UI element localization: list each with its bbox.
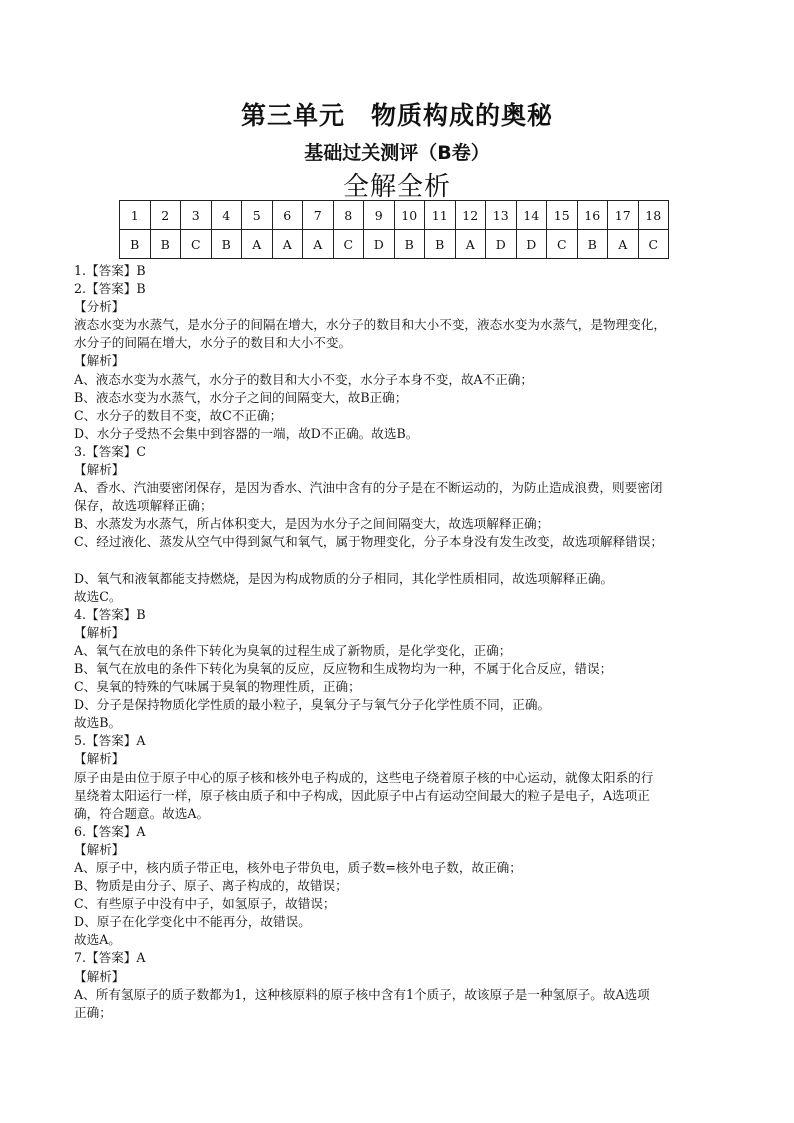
text-line: C、经过液化、蒸发从空气中得到氮气和氧气，属于物理变化，分子本身没有发生改变，故选项解释错误；	[74, 534, 663, 550]
answer-cell: C	[181, 230, 212, 259]
question-number-cell: 13	[486, 201, 517, 230]
question-number-cell: 4	[211, 201, 242, 230]
text-line: D、原子在化学变化中不能再分，故错误。	[74, 914, 311, 930]
text-line: C、水分子的数目不变，故C不正确；	[74, 407, 283, 423]
text-line: 【解析】	[74, 624, 125, 640]
answer-cell: B	[150, 230, 181, 259]
text-line: 故选B。	[74, 715, 122, 731]
text-line	[74, 552, 726, 570]
question-number-cell: 10	[394, 201, 425, 230]
text-line: C、臭氧的特殊的气味属于臭氧的物理性质，正确；	[74, 679, 361, 695]
text-line: 液态水变为水蒸气，是水分子的间隔在增大，水分子的数目和大小不变，液态水变为水蒸气，是物理变化，	[74, 317, 666, 333]
text-line: A、液态水变为水蒸气，水分子的数目和大小不变，水分子本身不变，故A不正确；	[74, 371, 533, 387]
text-line: D、水分子受热不会集中到容器的一端，故D不正确。故选B。	[74, 425, 419, 441]
answer-cell: C	[638, 230, 669, 259]
answer-table-answer-row	[120, 230, 669, 259]
text-line: 4.【答案】B	[74, 606, 146, 622]
text-line: 【解析】	[74, 462, 125, 478]
question-number-cell: 5	[242, 201, 273, 230]
text-line: A、原子中，核内质子带正电，核外电子带负电，质子数=核外电子数，故正确；	[74, 860, 522, 875]
text-line: B、液态水变为水蒸气，水分子之间的间隔变大，故B正确；	[74, 389, 408, 405]
answer-cell: D	[486, 230, 517, 259]
question-number-cell: 12	[455, 201, 486, 230]
answer-explanations	[74, 262, 726, 1022]
text-line: A、香水、汽油要密闭保存，是因为香水、汽油中含有的分子是在不断运动的，为防止造成浪费，则要密闭	[74, 480, 663, 496]
text-line: 3.【答案】C	[74, 443, 147, 459]
text-line: B、氧气在放电的条件下转化为臭氧的反应，反应物和生成物均为一种，不属于化合反应，错误；	[74, 660, 613, 676]
text-line: 水分子的间隔在增大，水分子的数目和大小不变。	[74, 335, 352, 351]
text-line: 【解析】	[74, 968, 125, 984]
answer-cell: D	[364, 230, 395, 259]
answer-cell: A	[608, 230, 639, 259]
text-line: 确，符合题意。故选A。	[74, 805, 210, 821]
text-line: 星绕着太阳运行一样，原子核由质子和中子构成，因此原子中占有运动空间最大的粒子是电子，A选项正	[74, 787, 650, 803]
answer-cell: A	[242, 230, 273, 259]
question-number-cell: 7	[303, 201, 334, 230]
question-number-cell: 9	[364, 201, 395, 230]
answer-cell: B	[394, 230, 425, 259]
text-line: 【解析】	[74, 841, 125, 857]
text-line: 【解析】	[74, 353, 125, 369]
text-line: 【解析】	[74, 751, 125, 767]
answer-table	[119, 200, 669, 259]
text-line: B、水蒸发为水蒸气，所占体积变大，是因为水分子之间间隔变大，故选项解释正确；	[74, 516, 550, 532]
question-number-cell: 1	[120, 201, 151, 230]
text-line: 保存，故选项解释正确；	[74, 498, 213, 514]
answer-cell: A	[272, 230, 303, 259]
question-number-cell: 17	[608, 201, 639, 230]
text-line: C、有些原子中没有中子，如氢原子，故错误；	[74, 896, 336, 912]
question-number-cell: 3	[181, 201, 212, 230]
answer-cell: B	[211, 230, 242, 259]
answer-cell: C	[547, 230, 578, 259]
document-subtitle-analysis: 全解全析	[342, 172, 451, 202]
question-number-cell: 18	[638, 201, 669, 230]
text-line: 6.【答案】A	[74, 823, 146, 839]
answer-cell: B	[577, 230, 608, 259]
answer-cell: A	[303, 230, 334, 259]
question-number-cell: 15	[547, 201, 578, 230]
text-line: 正确；	[74, 1004, 112, 1020]
text-line: 【分析】	[74, 299, 125, 315]
answer-cell: B	[120, 230, 151, 259]
text-line: 2.【答案】B	[74, 281, 146, 297]
text-line: D、分子是保持物质化学性质的最小粒子，臭氧分子与氧气分子化学性质不同，正确。	[74, 697, 551, 713]
question-number-cell: 14	[516, 201, 547, 230]
text-line: 7.【答案】A	[74, 950, 146, 966]
question-number-cell: 8	[333, 201, 364, 230]
document-title: 第三单元 物质构成的奥秘	[240, 101, 553, 130]
answer-cell: B	[425, 230, 456, 259]
text-line: 故选C。	[74, 588, 122, 604]
answer-table-number-row	[120, 201, 669, 230]
answer-cell: A	[455, 230, 486, 259]
text-line: 原子由是由位于原子中心的原子核和核外电子构成的，这些电子绕着原子核的中心运动，就像太阳系的行	[74, 769, 654, 785]
document-subtitle: 基础过关测评（B卷）	[304, 142, 490, 164]
text-line: A、所有氢原子的质子数都为1，这种核原料的原子核中含有1个质子，故该原子是一种氢原子。故A选项	[74, 986, 650, 1002]
text-line: 1.【答案】B	[74, 263, 146, 278]
text-line: B、物质是由分子、原子、离子构成的，故错误；	[74, 878, 348, 894]
question-number-cell: 2	[150, 201, 181, 230]
text-line: A、氧气在放电的条件下转化为臭氧的过程生成了新物质，是化学变化，正确；	[74, 642, 512, 658]
question-number-cell: 6	[272, 201, 303, 230]
question-number-cell: 11	[425, 201, 456, 230]
answer-cell: D	[516, 230, 547, 259]
answer-cell: C	[333, 230, 364, 259]
question-number-cell: 16	[577, 201, 608, 230]
text-line: 故选A。	[74, 932, 121, 948]
text-line: 5.【答案】A	[74, 733, 146, 749]
text-line: D、氧气和液氧都能支持燃烧，是因为构成物质的分子相同，其化学性质相同，故选项解释正确。	[74, 570, 614, 586]
